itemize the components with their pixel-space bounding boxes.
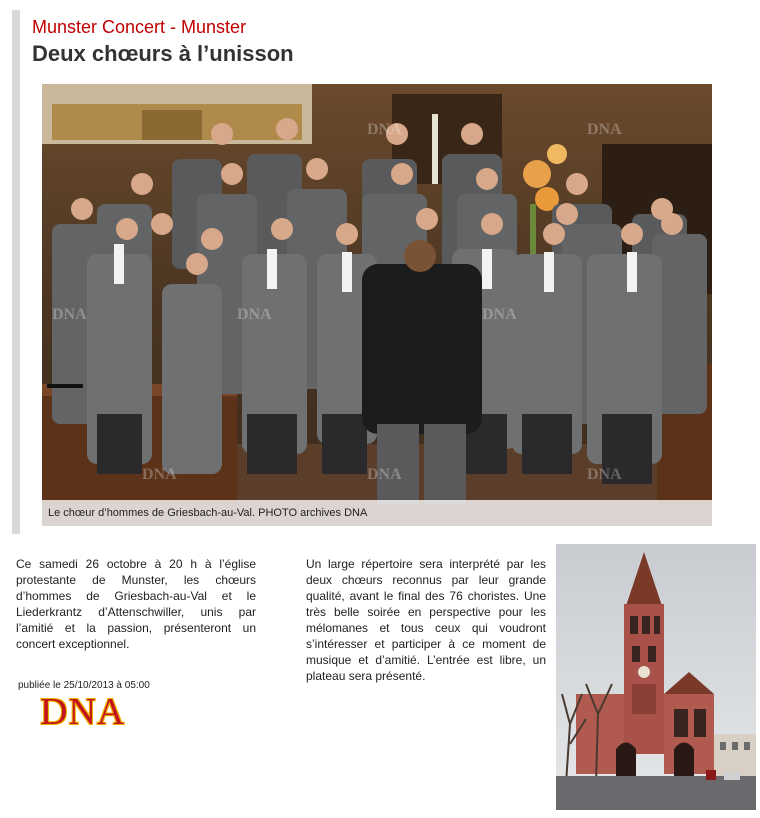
article-paragraph-2: Un large répertoire sera interprété par les deux chœurs reconnus par leur grande qualité, avant le final des 76 choristes. Une très belle soirée en perspective pour les mélomanes et tous ceux qui voudront s’intéresser et participer à ce moment de musique et d’amitié. L’entrée est libre, un plateau sera présenté. xyxy=(306,557,546,683)
article-kicker[interactable]: Munster Concert - Munster xyxy=(32,17,247,37)
watermark: DNA xyxy=(237,306,272,323)
dna-logo[interactable]: DNA xyxy=(40,691,126,733)
choir-photo[interactable] xyxy=(42,84,712,526)
article-headline: Deux chœurs à l’unisson xyxy=(32,41,294,66)
header-accent-bar xyxy=(12,10,20,534)
watermark: DNA xyxy=(482,306,517,323)
church-photo[interactable] xyxy=(556,544,756,810)
publication-date: publiée le 25/10/2013 à 05:00 xyxy=(18,680,150,691)
choir-photo-image xyxy=(42,84,712,526)
watermark: DNA xyxy=(367,466,402,483)
watermark: DNA xyxy=(587,121,622,138)
church-photo-image xyxy=(556,544,756,810)
watermark: DNA xyxy=(587,466,622,483)
watermark: DNA xyxy=(367,121,402,138)
article-paragraph-1: Ce samedi 26 octobre à 20 h à l’église protestante de Munster, les chœurs d’hommes de Griesbach-au-Val et le Liederkrantz d’Attenschwiller, unis par l’amitié et la passion, présenteront un concert exceptionnel. xyxy=(16,557,256,651)
watermark: DNA xyxy=(142,466,177,483)
photo-caption: Le chœur d’hommes de Griesbach-au-Val. PHOTO archives DNA xyxy=(42,500,712,526)
watermark: DNA xyxy=(52,306,87,323)
